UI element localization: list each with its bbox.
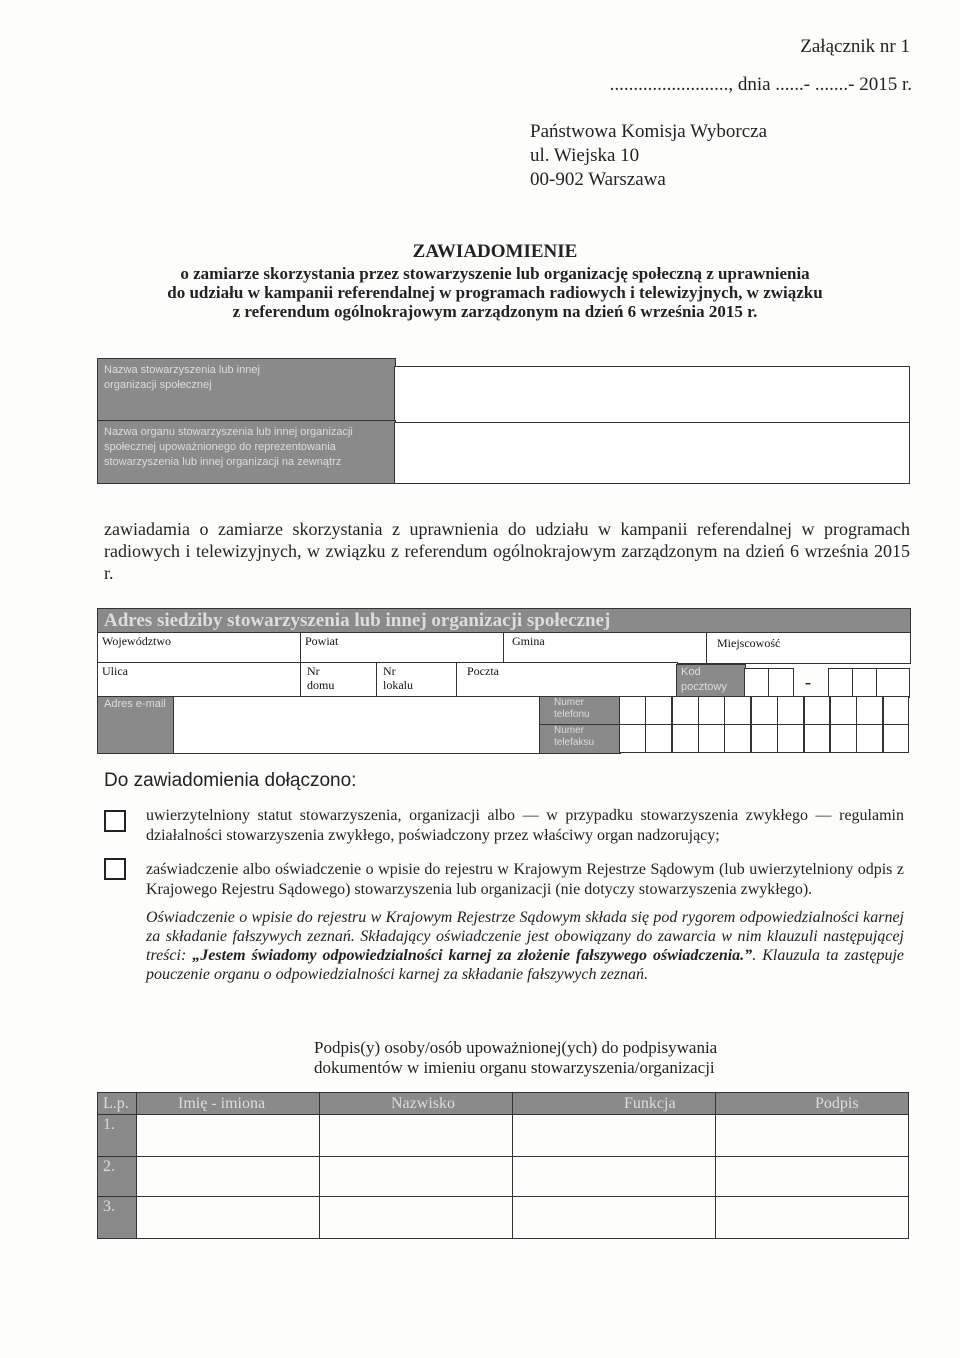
label-powiat: Powiat <box>305 634 339 648</box>
label-telefaks: Numer telefaksu <box>554 725 595 748</box>
cell-podpis-3[interactable] <box>716 1197 909 1239</box>
cell-imie-2[interactable] <box>137 1157 320 1197</box>
fax-digit-box[interactable] <box>856 724 883 753</box>
label-miejscowosc: Miejscowość <box>717 636 781 650</box>
cell-funkcja-1[interactable] <box>513 1115 716 1157</box>
phone-digit-box[interactable] <box>751 696 778 725</box>
phone-digit-box[interactable] <box>645 696 672 725</box>
kss-note <box>146 908 904 984</box>
attachments-heading: Do zawiadomienia dołączono: <box>104 770 357 791</box>
kod-label-cell <box>676 664 746 698</box>
col-lp: L.p. <box>103 1094 129 1112</box>
org-organ-field[interactable] <box>394 422 910 484</box>
label-wojewodztwo: Województwo <box>102 634 172 648</box>
phone-digit-box[interactable] <box>619 696 646 725</box>
attachment-number: Załącznik nr 1 <box>800 36 910 57</box>
label-gmina: Gmina <box>512 634 545 648</box>
fax-digit-box[interactable] <box>804 724 831 753</box>
phone-digit-box[interactable] <box>698 696 725 725</box>
col-podpis: Podpis <box>815 1094 859 1112</box>
cell-imie-1[interactable] <box>137 1115 320 1157</box>
document-title <box>100 242 890 321</box>
field-powiat[interactable] <box>300 632 505 664</box>
addressee-name: Państwowa Komisja Wyborcza <box>530 121 768 142</box>
phone-digit-box[interactable] <box>804 696 831 725</box>
cell-funkcja-2[interactable] <box>513 1157 716 1197</box>
fax-digit-box[interactable] <box>672 724 699 753</box>
row-number: 1. <box>103 1116 115 1133</box>
attachment-checkbox-1[interactable] <box>104 810 126 832</box>
fax-digit-box[interactable] <box>698 724 725 753</box>
label-poczta: Poczta <box>467 664 499 678</box>
phone-digit-box[interactable] <box>672 696 699 725</box>
phone-digit-box[interactable] <box>830 696 857 725</box>
attachment-checkbox-2[interactable] <box>104 858 126 880</box>
org-name-label: Nazwa stowarzyszenia lub innej organizacji społecznej <box>104 364 260 391</box>
label-kod: Kod pocztowy <box>681 666 727 693</box>
field-poczta[interactable] <box>456 662 678 698</box>
field-nr-domu[interactable] <box>300 662 378 698</box>
field-wojewodztwo[interactable] <box>97 632 302 664</box>
field-nr-lokalu[interactable] <box>376 662 458 698</box>
field-gmina[interactable] <box>503 632 708 664</box>
title-line-1: o zamiarze skorzystania przez stowarzyszenie lub organizację społeczną z uprawnienia <box>180 264 810 283</box>
signature-caption-line-2: dokumentów w imieniu organu stowarzyszenia/organizacji <box>314 1058 715 1077</box>
fax-digit-box[interactable] <box>830 724 857 753</box>
col-funkcja: Funkcja <box>624 1094 676 1112</box>
address-header-label: Adres siedziby stowarzyszenia lub innej organizacji społecznej <box>104 610 611 631</box>
title-heading: ZAWIADOMIENIE <box>412 241 578 262</box>
kod-box-2[interactable] <box>768 668 794 698</box>
label-nr-lokalu: Nr lokalu <box>383 664 413 692</box>
fax-digit-box[interactable] <box>777 724 804 753</box>
cell-podpis-1[interactable] <box>716 1115 909 1157</box>
kss-note-part-2: . Klauzula ta zastępuje pouczenie organu o odpowiedzialności karnej za składanie fałszywych zeznań. <box>146 947 905 983</box>
telefon-label-cell <box>539 696 621 726</box>
signature-table <box>97 1092 909 1239</box>
kod-dash: - <box>805 672 811 692</box>
field-email[interactable] <box>173 696 541 754</box>
place-date-line: ........................., dnia ......- .......- 2015 r. <box>609 74 912 95</box>
addressee-city: 00-902 Warszawa <box>530 169 666 190</box>
org-organ-label: Nazwa organu stowarzyszenia lub innej organizacji społecznej upoważnionego do reprezentowania stowarzyszenia lub innej organizacji na zewnątrz <box>104 426 353 468</box>
signature-row <box>98 1197 909 1239</box>
field-miejscowosc[interactable] <box>706 632 911 664</box>
fax-digit-box[interactable] <box>619 724 646 753</box>
intro-paragraph: zawiadamia o zamiarze skorzystania z uprawnienia do udziału w kampanii referendalnej w programach radiowych i telewizyjnych, w związku z referendum ogólnokrajowym zarządzonym na dzień 6 września 2015 r. <box>104 519 910 583</box>
signature-caption-line-1: Podpis(y) osoby/osób upoważnionej(ych) do podpisywania <box>314 1038 718 1057</box>
phone-digit-box[interactable] <box>856 696 883 725</box>
phone-digit-box[interactable] <box>883 696 910 725</box>
telefaks-label-cell <box>539 724 621 754</box>
row-number: 3. <box>103 1198 115 1215</box>
org-name-field[interactable] <box>394 366 910 424</box>
phone-fax-grid[interactable] <box>619 696 909 752</box>
kod-box-1[interactable] <box>744 668 770 698</box>
label-ulica: Ulica <box>102 664 128 678</box>
title-line-2: do udziału w kampanii referendalnej w programach radiowych i telewizyjnych, w związku <box>167 283 823 302</box>
address-header <box>97 608 911 634</box>
kss-note-clause: „Jestem świadomy odpowiedzialności karnej za złożenie fałszywego oświadczenia.” <box>192 947 753 964</box>
cell-funkcja-3[interactable] <box>513 1197 716 1239</box>
cell-nazwisko-1[interactable] <box>320 1115 513 1157</box>
title-line-3: z referendum ogólnokrajowym zarządzonym na dzień 6 września 2015 r. <box>232 302 758 321</box>
fax-digit-box[interactable] <box>645 724 672 753</box>
cell-nazwisko-3[interactable] <box>320 1197 513 1239</box>
email-label-cell <box>97 696 175 754</box>
fax-digit-box[interactable] <box>751 724 778 753</box>
col-imie: Imię - imiona <box>178 1094 266 1112</box>
cell-podpis-2[interactable] <box>716 1157 909 1197</box>
kod-box-3[interactable] <box>828 668 854 698</box>
kod-box-4[interactable] <box>852 668 878 698</box>
signature-caption <box>314 1038 717 1078</box>
fax-digit-box[interactable] <box>883 724 910 753</box>
kss-note-part-1: Oświadczenie o wpisie do rejestru w Krajowym Rejestrze Sądowym składa się pod rygorem odpowiedzialności karnej za składanie fałszywych zeznań. Składający oświadczenie jest obowiązany do zawarcia w nim klauzuli następującej treści: <box>146 909 904 964</box>
col-nazwisko: Nazwisko <box>391 1094 455 1112</box>
phone-digit-box[interactable] <box>724 696 751 725</box>
addressee <box>530 120 767 192</box>
row-number: 2. <box>103 1158 115 1175</box>
kod-box-5[interactable] <box>876 668 910 698</box>
fax-digit-box[interactable] <box>724 724 751 753</box>
org-organ-label-cell <box>97 420 396 484</box>
org-name-label-cell <box>97 358 396 422</box>
label-email: Adres e-mail <box>104 698 166 710</box>
cell-nazwisko-2[interactable] <box>320 1157 513 1197</box>
signature-row <box>98 1157 909 1197</box>
addressee-street: ul. Wiejska 10 <box>530 145 640 166</box>
signature-row <box>98 1115 909 1157</box>
field-ulica[interactable] <box>97 662 302 698</box>
cell-imie-3[interactable] <box>137 1197 320 1239</box>
attachment-item-2: zaświadczenie albo oświadczenie o wpisie do rejestru w Krajowym Rejestrze Sądowym (lub uwierzytelniony odpis z Krajowego Rejestru Sądowego) stowarzyszenia lub organizacji (nie dotyczy stowarzyszenia zwykłego). <box>146 861 904 898</box>
phone-digit-box[interactable] <box>777 696 804 725</box>
label-telefon: Numer telefonu <box>554 697 590 720</box>
attachment-item-1: uwierzytelniony statut stowarzyszenia, organizacji albo — w przypadku stowarzyszenia zwykłego — regulamin działalności stowarzyszenia zwykłego, poświadczony przez właściwy organ nadzorujący; <box>146 807 904 844</box>
label-nr-domu: Nr domu <box>307 664 335 692</box>
